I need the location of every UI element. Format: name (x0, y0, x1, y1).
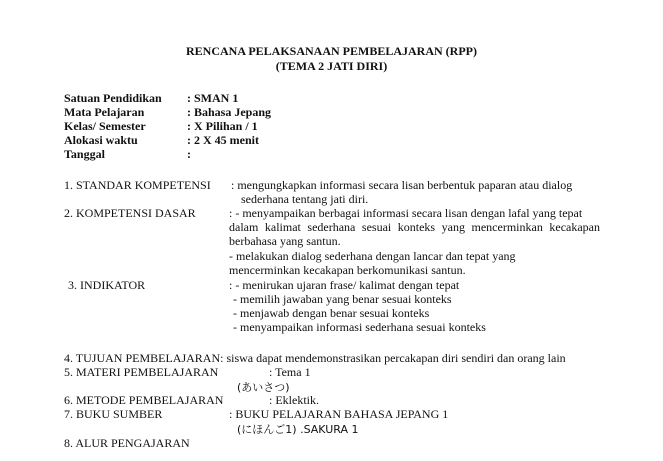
identity-value-kelas: : X Pilihan / 1 (187, 119, 258, 133)
materi-pembelajaran-value: : Tema 1 (269, 365, 311, 379)
indikator-item: - memilih jawaban yang benar sesuai konteks (233, 292, 452, 306)
buku-sumber-value: : BUKU PELAJARAN BAHASA JEPANG 1 (229, 407, 449, 421)
identity-label-kelas: Kelas/ Semester (64, 119, 146, 133)
indikator-label: 3. INDIKATOR (68, 278, 146, 292)
identity-label-tanggal: Tanggal (64, 147, 105, 161)
kompetensi-dasar-line1: : - menyampaikan berbagai informasi secara lisan dengan lafal yang tepat (229, 206, 583, 220)
alur-pengajaran-label: 8. ALUR PENGAJARAN (64, 436, 190, 450)
identity-value-mapel: : Bahasa Jepang (187, 105, 272, 119)
tujuan-pembelajaran: 4. TUJUAN PEMBELAJARAN: siswa dapat mendemonstrasikan percakapan diri sendiri dan orang lain (64, 351, 566, 365)
indikator-item: - menjawab dengan benar sesuai konteks (233, 306, 430, 320)
identity-label-alokasi: Alokasi waktu (64, 133, 138, 147)
kompetensi-dasar-line3: berbahasa yang santun. (229, 234, 341, 248)
kompetensi-dasar-line2-text: dalam kalimat sederhana sesuai konteks yang mencerminkan kecakapan (229, 220, 600, 234)
standar-kompetensi-line1: : mengungkapkan informasi secara lisan berbentuk paparan atau dialog (231, 178, 573, 192)
indikator-item: - menyampaikan informasi sederhana sesuai konteks (233, 320, 486, 334)
standar-kompetensi-label: 1. STANDAR KOMPETENSI (64, 178, 211, 192)
materi-pembelajaran-sub: (あいさつ) (237, 381, 290, 394)
identity-label-mapel: Mata Pelajaran (64, 105, 145, 119)
metode-pembelajaran-label: 6. METODE PEMBELAJARAN (64, 393, 224, 407)
indikator-item: : - menirukan ujaran frase/ kalimat dengan tepat (229, 278, 460, 292)
document-subtitle: (TEMA 2 JATI DIRI) (275, 59, 388, 73)
kompetensi-dasar-line4: - melakukan dialog sederhana dengan lancar dan tepat yang (229, 249, 516, 263)
identity-value-satuan: : SMAN 1 (187, 91, 239, 105)
kompetensi-dasar-line2 (229, 220, 600, 235)
identity-value-tanggal: : (187, 147, 191, 161)
buku-sumber-sub: (にほんご1) .SAKURA 1 (237, 423, 359, 436)
kompetensi-dasar-line5: mencerminkan kecakapan berkomunikasi santun. (229, 263, 466, 277)
identity-value-alokasi: : 2 X 45 menit (187, 133, 259, 147)
materi-pembelajaran-label: 5. MATERI PEMBELAJARAN (64, 365, 219, 379)
standar-kompetensi-line2: sederhana tentang jati diri. (241, 192, 369, 206)
document-title: RENCANA PELAKSANAAN PEMBELAJARAN (RPP) (186, 44, 477, 58)
metode-pembelajaran-value: : Eklektik. (269, 393, 319, 407)
buku-sumber-label: 7. BUKU SUMBER (64, 407, 163, 421)
kompetensi-dasar-label: 2. KOMPETENSI DASAR (64, 206, 196, 220)
identity-label-satuan: Satuan Pendidikan (64, 91, 162, 105)
